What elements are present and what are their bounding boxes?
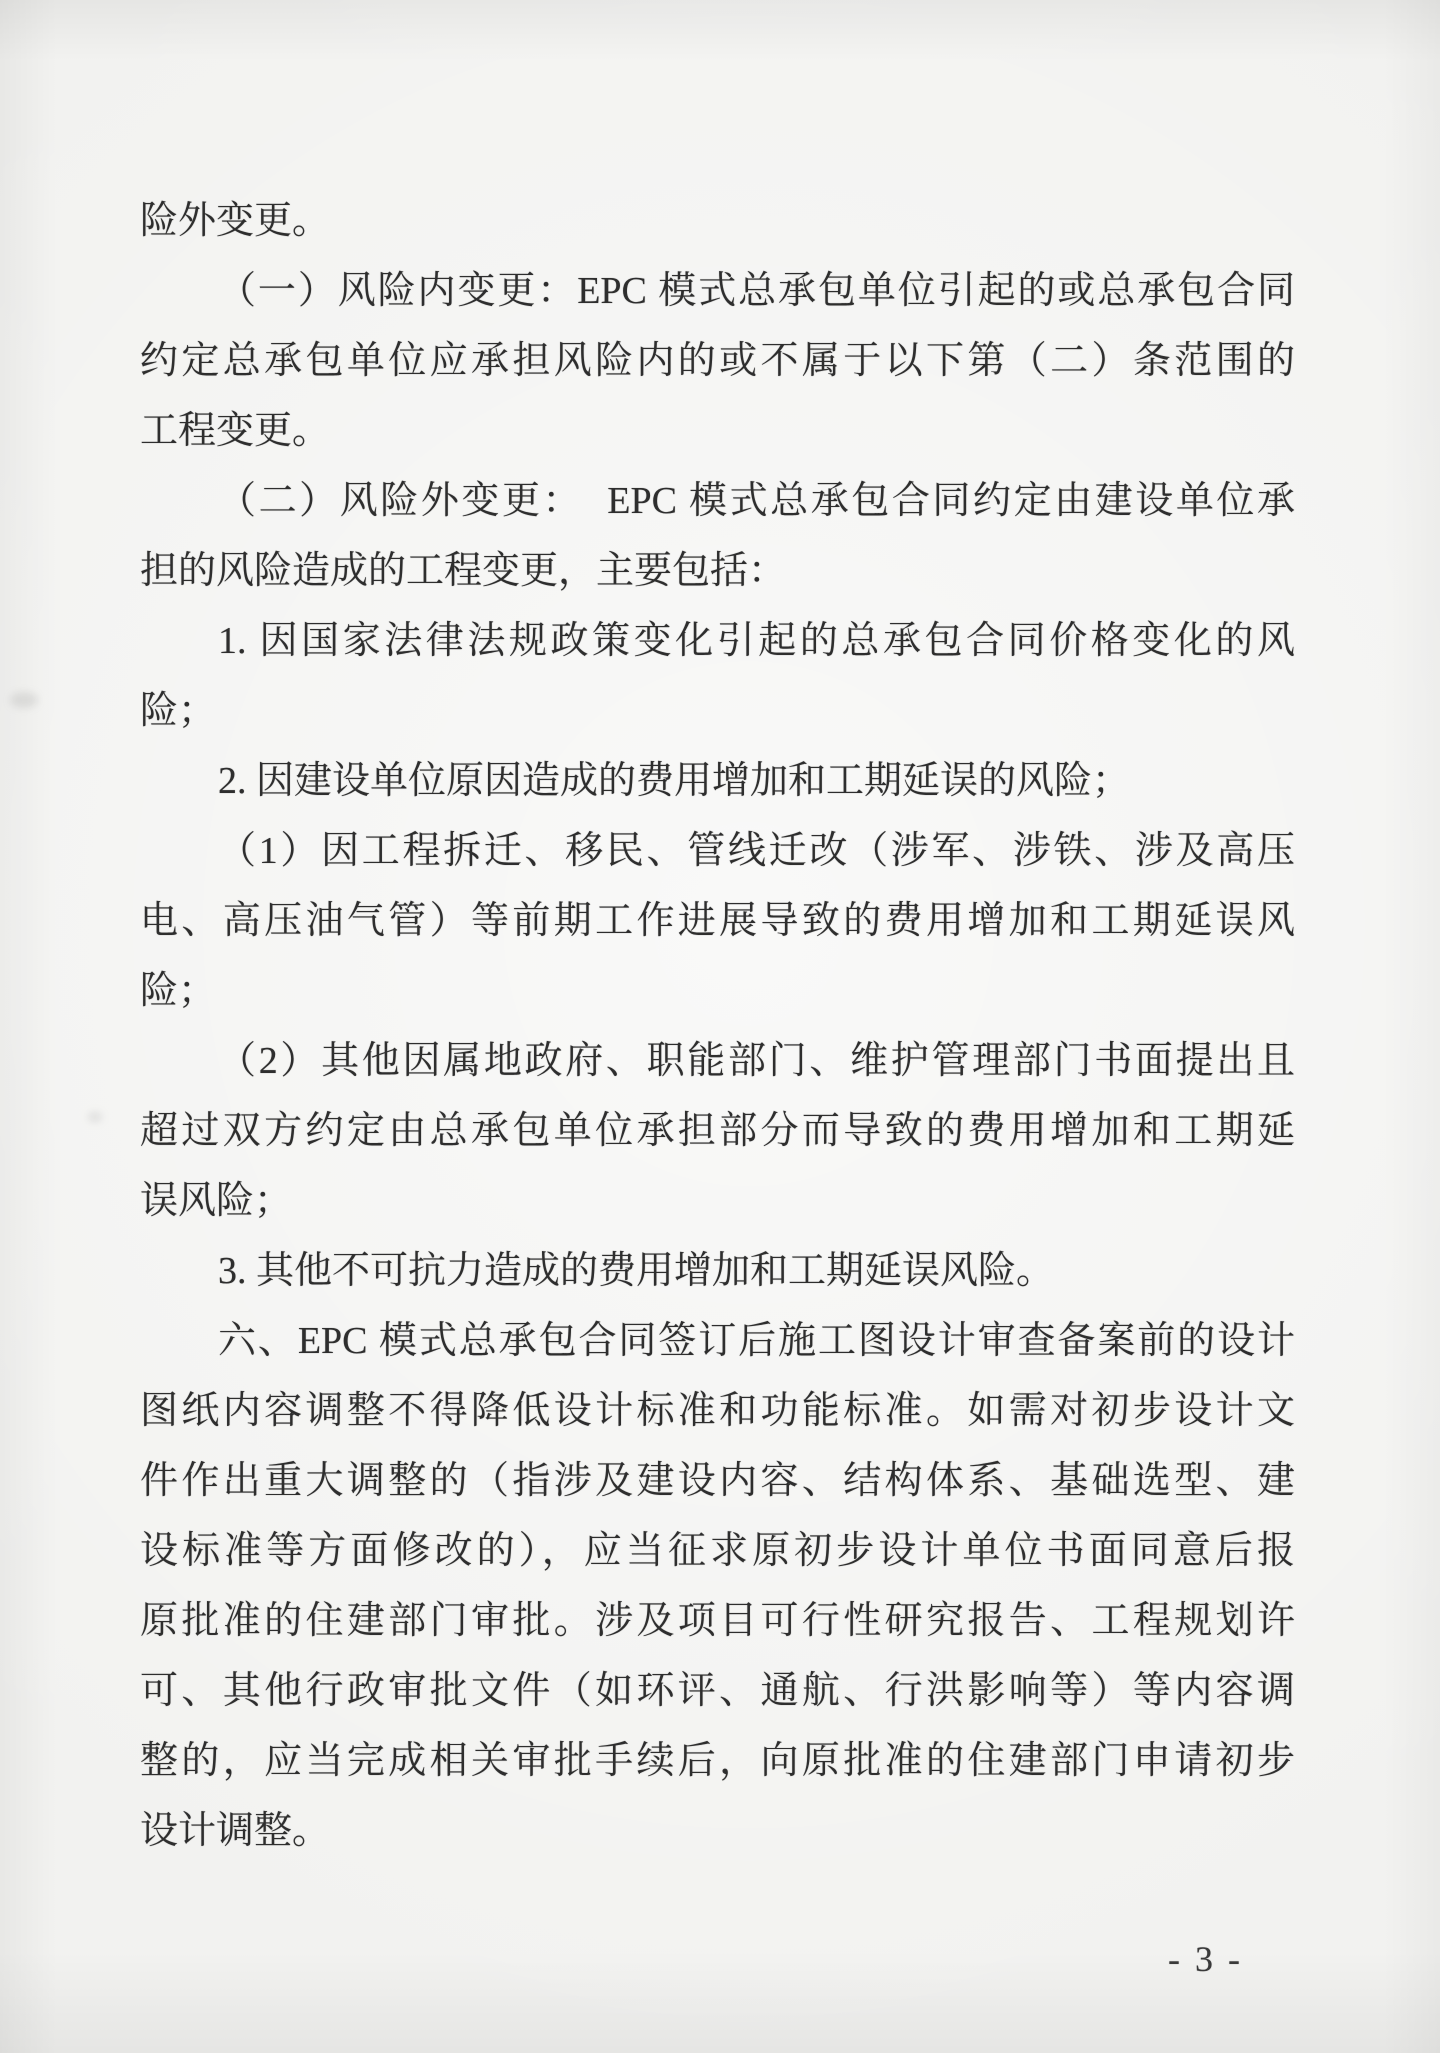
document-line: （1）因工程拆迁、移民、管线迁改（涉军、涉铁、涉及高压 <box>218 830 1295 872</box>
document-line: （一）风险内变更：EPC 模式总承包单位引起的或总承包合同 <box>218 270 1295 312</box>
document-line: （2）其他因属地政府、职能部门、维护管理部门书面提出且 <box>218 1040 1295 1082</box>
document-line: 1. 因国家法律法规政策变化引起的总承包合同价格变化的风 <box>218 620 1295 662</box>
document-line: （二）风险外变更： EPC 模式总承包合同约定由建设单位承 <box>218 480 1295 522</box>
document-line: 误风险； <box>140 1180 293 1222</box>
document-line: 电、高压油气管）等前期工作进展导致的费用增加和工期延误风 <box>140 900 1295 942</box>
document-line: 险外变更。 <box>140 200 331 242</box>
scan-artifact <box>88 1112 102 1122</box>
document-line: 件作出重大调整的（指涉及建设内容、结构体系、基础选型、建 <box>140 1460 1295 1502</box>
document-line: 2. 因建设单位原因造成的费用增加和工期延误的风险； <box>218 760 1131 802</box>
document-line: 整的，应当完成相关审批手续后，向原批准的住建部门申请初步 <box>140 1740 1295 1782</box>
document-line: 图纸内容调整不得降低设计标准和功能标准。如需对初步设计文 <box>140 1390 1295 1432</box>
document-line: 工程变更。 <box>140 410 331 452</box>
document-line: 可、其他行政审批文件（如环评、通航、行洪影响等）等内容调 <box>140 1670 1295 1712</box>
document-line: 担的风险造成的工程变更，主要包括： <box>140 550 787 592</box>
scan-artifact <box>10 692 38 708</box>
document-line: 险； <box>140 970 217 1012</box>
page-number: - 3 - <box>1168 1939 1243 1979</box>
document-body <box>140 186 1295 1866</box>
document-line: 原批准的住建部门审批。涉及项目可行性研究报告、工程规划许 <box>140 1600 1295 1642</box>
document-line: 六、EPC 模式总承包合同签订后施工图设计审查备案前的设计 <box>218 1320 1295 1362</box>
document-line: 设计调整。 <box>140 1810 331 1852</box>
document-line: 险； <box>140 690 217 732</box>
document-line: 3. 其他不可抗力造成的费用增加和工期延误风险。 <box>218 1250 1055 1292</box>
document-line: 设标准等方面修改的），应当征求原初步设计单位书面同意后报 <box>140 1530 1295 1572</box>
document-line: 超过双方约定由总承包单位承担部分而导致的费用增加和工期延 <box>140 1110 1295 1152</box>
document-line: 约定总承包单位应承担风险内的或不属于以下第（二）条范围的 <box>140 340 1295 382</box>
